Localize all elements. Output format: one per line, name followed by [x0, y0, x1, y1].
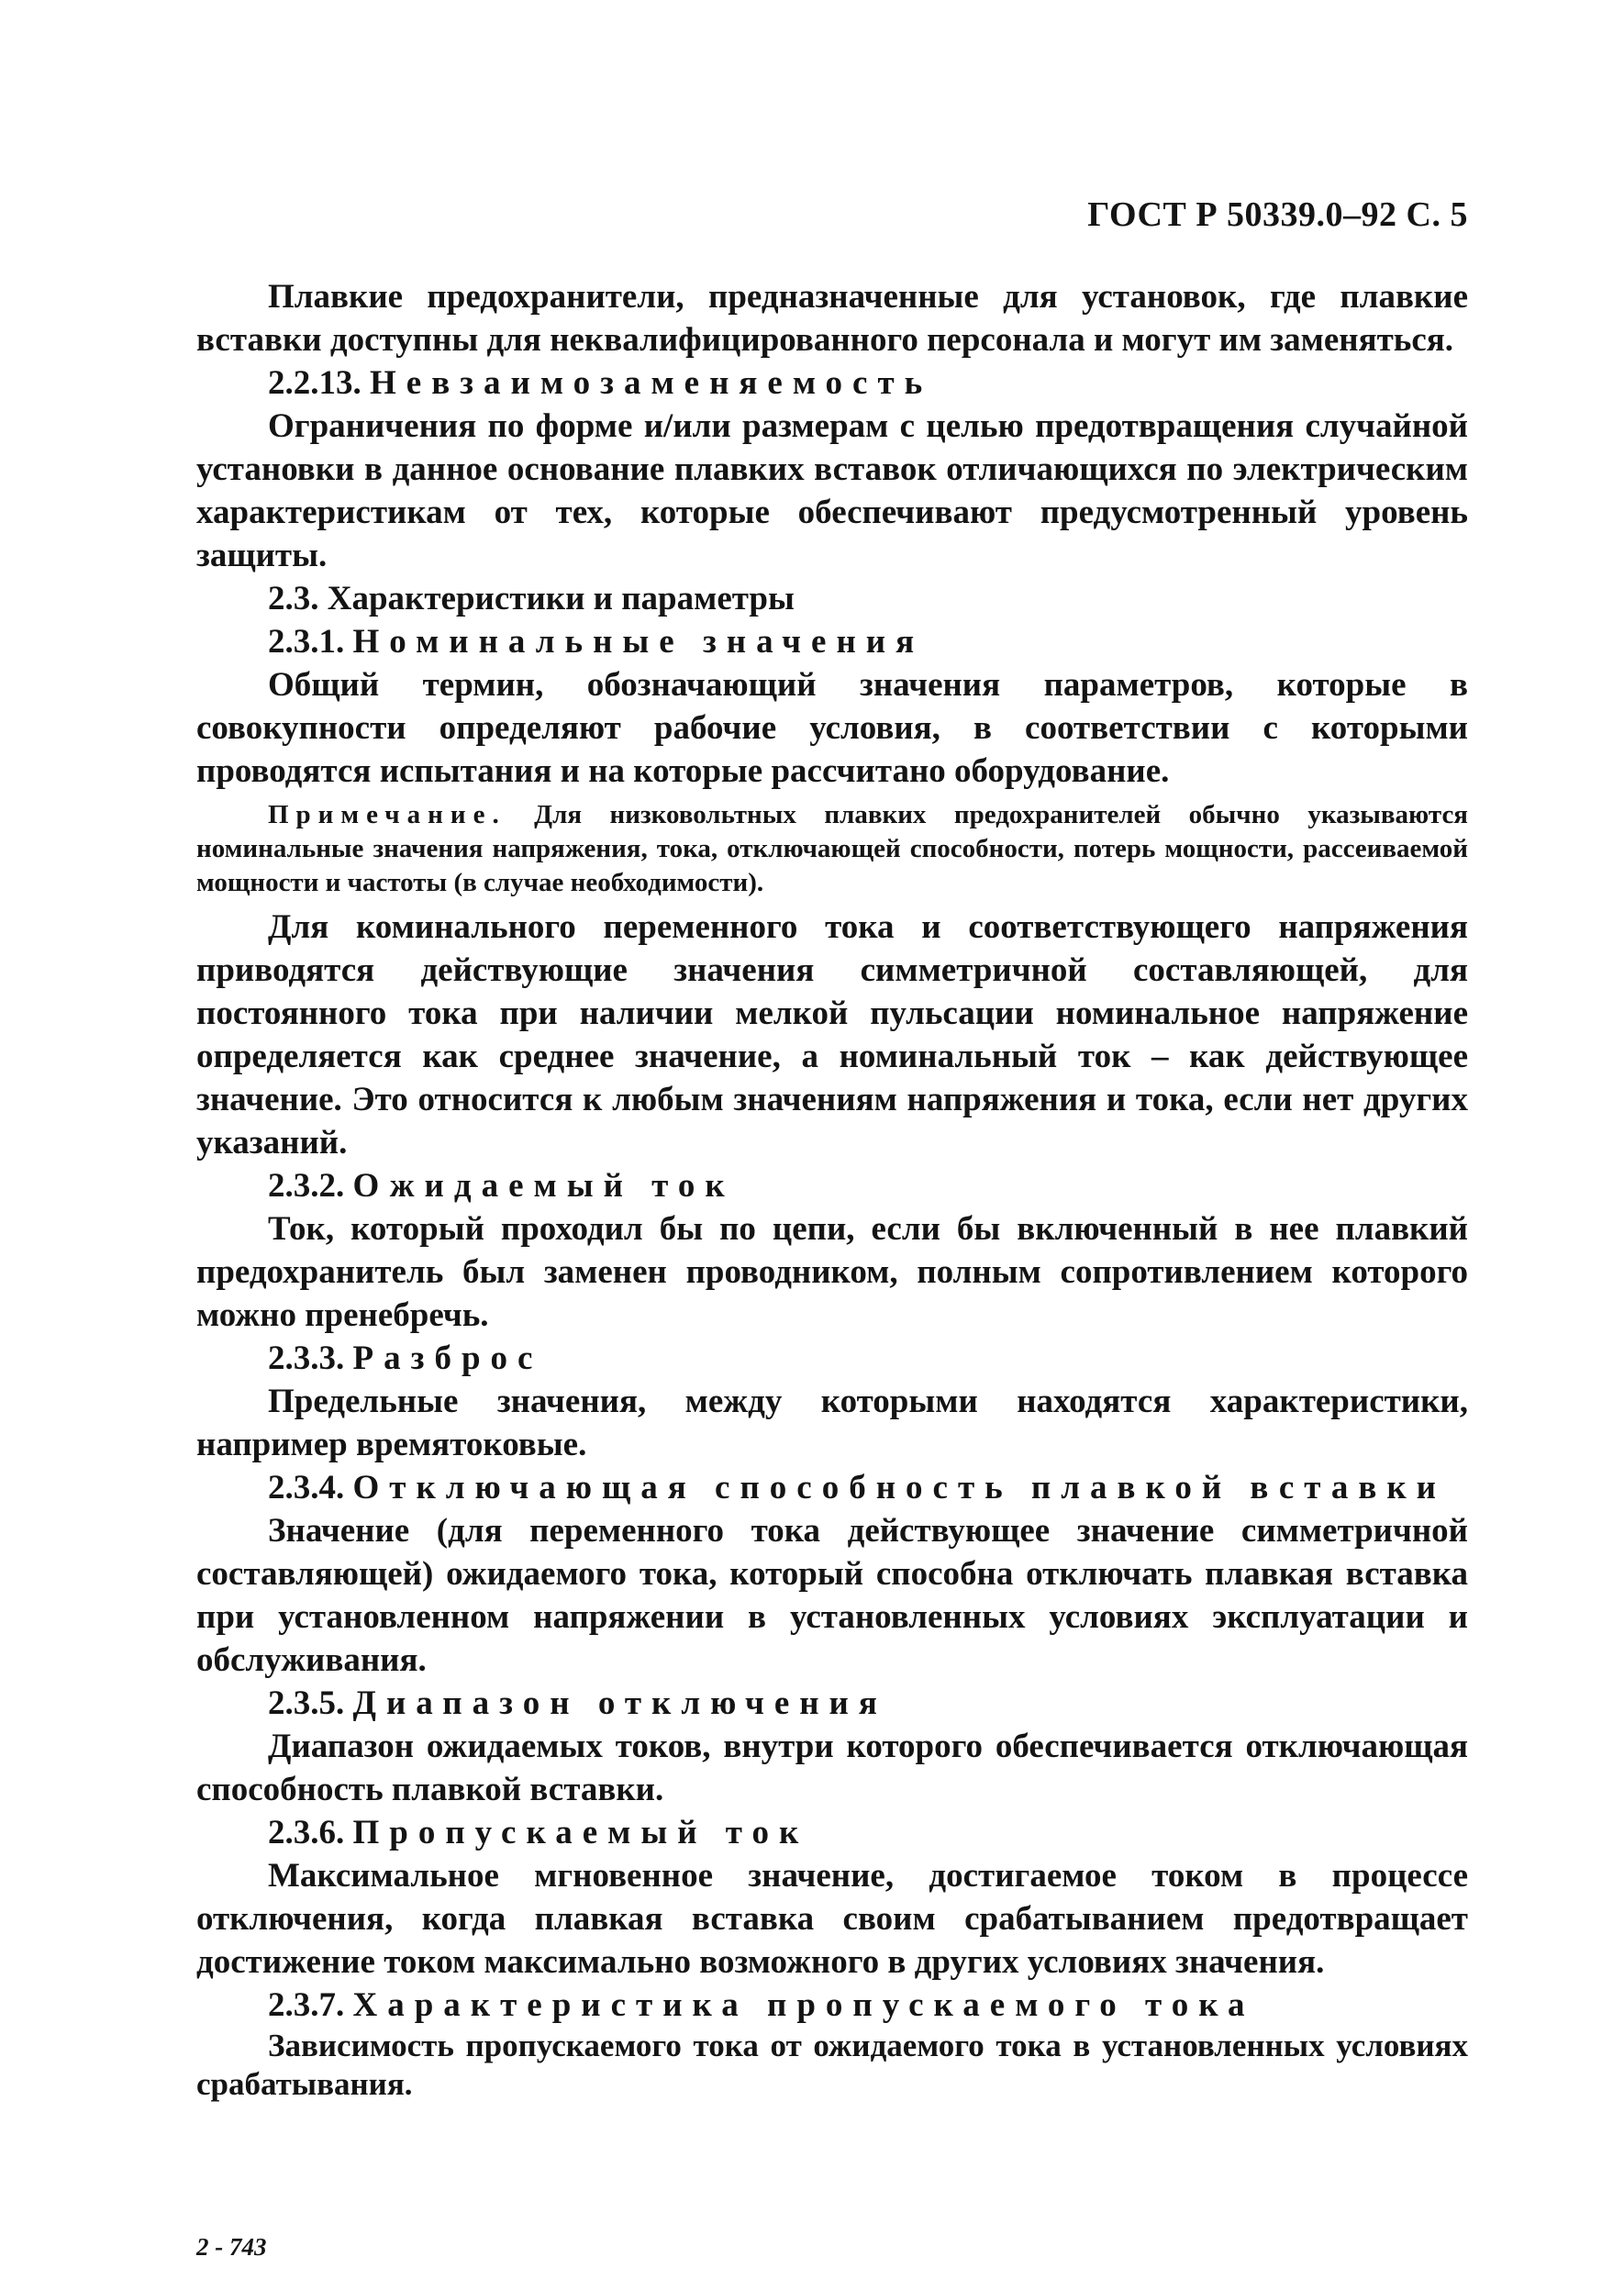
- section-2-3-4-heading: [196, 1466, 1468, 1509]
- paragraph-2: Ограничения по форме и/или размерам с целью предотвращения случайной установки в данное основание плавких вставок отличающихся по электрическим характеристикам от тех, которые обеспечивают предусмотренный уровень защиты.: [196, 407, 1468, 574]
- note: [196, 798, 1468, 900]
- section-number: 2.2.13.: [268, 364, 362, 402]
- section-number: 2.3.4.: [268, 1469, 345, 1506]
- paragraph-7: Значение (для переменного тока действующее значение симметричной составляющей) ожидаемого тока, который способна отключать плавкая вставка при установленном напряжении в установленных условиях эксплуатации и обслуживания.: [196, 1512, 1468, 1679]
- section-title: Разброс: [352, 1340, 543, 1377]
- section-title: Характеристика пропускаемого тока: [352, 1986, 1255, 2024]
- paragraph-5: Ток, который проходил бы по цепи, если бы включенный в нее плавкий предохранитель был заменен проводником, полным сопротивлением которого можно пренебречь.: [196, 1210, 1468, 1334]
- paragraph-3: Общий термин, обозначающий значения параметров, которые в совокупности определяют рабочие условия, в соответствии с которыми проводятся испытания и на которые рассчитано оборудование.: [196, 666, 1468, 790]
- document-body: [196, 275, 1468, 2104]
- section-title: Отключающая способность плавкой вставки: [352, 1469, 1446, 1506]
- page-header: ГОСТ Р 50339.0–92 С. 5: [1087, 195, 1468, 234]
- paragraph-6: Предельные значения, между которыми находятся характеристики, например времятоковые.: [196, 1383, 1468, 1463]
- section-title: Характеристики и параметры: [327, 580, 795, 617]
- section-number: 2.3.2.: [268, 1167, 345, 1205]
- section-number: 2.3.: [268, 580, 319, 617]
- paragraph-10: Зависимость пропускаемого тока от ожидаемого тока в установленных условиях срабатывания.: [196, 2028, 1468, 2102]
- section-number: 2.3.3.: [268, 1340, 345, 1377]
- paragraph-8: Диапазон ожидаемых токов, внутри которого обеспечивается отключающая способность плавкой вставки.: [196, 1728, 1468, 1808]
- paragraph-1: Плавкие предохранители, предназначенные для установок, где плавкие вставки доступны для неквалифицированного персонала и могут им заменяться.: [196, 278, 1468, 359]
- section-number: 2.3.6.: [268, 1814, 345, 1851]
- section-title: Диапазон отключения: [352, 1684, 887, 1722]
- section-title: Ожидаемый ток: [352, 1167, 735, 1205]
- section-2-2-13-heading: [196, 361, 1468, 405]
- section-2-3-3-heading: [196, 1337, 1468, 1380]
- section-2-3-1-heading: [196, 620, 1468, 663]
- section-2-3-heading: [196, 577, 1468, 620]
- section-title: Пропускаемый ток: [352, 1814, 809, 1851]
- section-number: 2.3.7.: [268, 1986, 345, 2024]
- note-label: Примечание.: [268, 800, 506, 829]
- section-title: Невзаимозаменяемость: [370, 364, 933, 402]
- section-number: 2.3.5.: [268, 1684, 345, 1722]
- section-2-3-7-heading: [196, 1984, 1468, 2027]
- section-2-3-2-heading: [196, 1164, 1468, 1207]
- section-2-3-6-heading: [196, 1811, 1468, 1854]
- page-footer-mark: 2 - 743: [196, 2233, 267, 2261]
- paragraph-4: Для коминального переменного тока и соответствующего напряжения приводятся действующие значения симметричной составляющей, для постоянного тока при наличии мелкой пульсации номинальное напряжение определяется как среднее значение, а номинальный ток – как действующее значение. Это относится к любым значениям напряжения и тока, если нет других указаний.: [196, 908, 1468, 1162]
- paragraph-9: Максимальное мгновенное значение, достигаемое током в процессе отключения, когда плавкая вставка своим срабатыванием предотвращает достижение током максимально возможного в других условиях значения.: [196, 1857, 1468, 1981]
- section-2-3-5-heading: [196, 1682, 1468, 1725]
- note-text: Для низковольтных плавких предохранителей обычно указываются номинальные значения напряжения, тока, отключающей способности, потерь мощности, рассеиваемой мощности и частоты (в случае необходимости).: [196, 800, 1468, 897]
- section-number: 2.3.1.: [268, 623, 345, 661]
- section-title: Номинальные значения: [352, 623, 925, 661]
